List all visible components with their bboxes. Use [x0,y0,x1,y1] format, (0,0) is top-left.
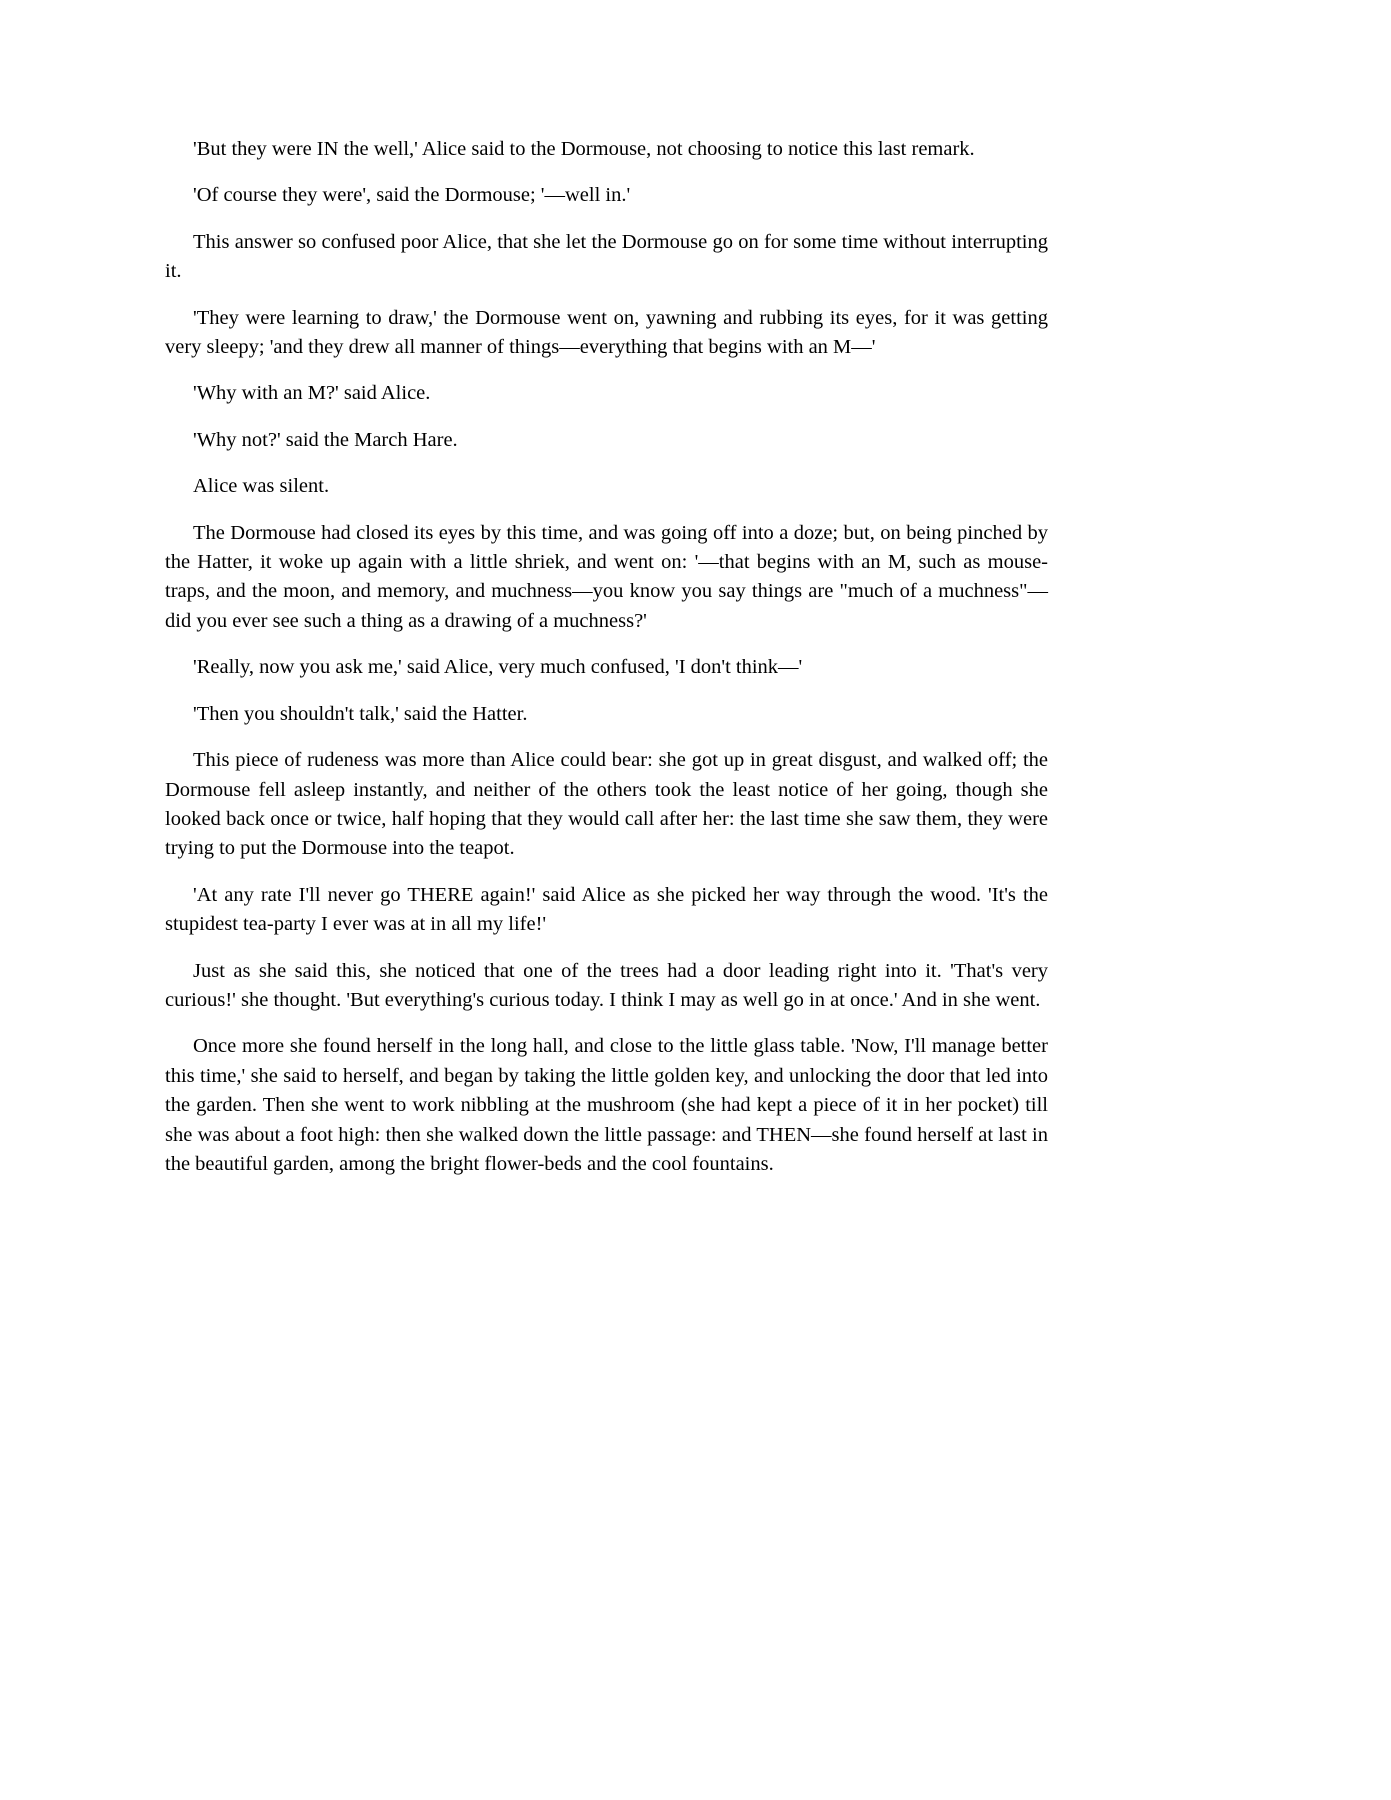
paragraph: 'They were learning to draw,' the Dormouse went on, yawning and rubbing its eyes, for it was getting very sleepy; 'and they drew all manner of things—everything that begins with an M—' [165,306,1048,359]
paragraph: This piece of rudeness was more than Alice could bear: she got up in great disgust, and walked off; the Dormouse fell asleep instantly, and neither of the others took the least notice of her going, though she looked back once or twice, half hoping that they would call after her: the last time she saw them, they were trying to put the Dormouse into the teapot. [165,749,1048,860]
paragraph: The Dormouse had closed its eyes by this time, and was going off into a doze; but, on being pinched by the Hatter, it woke up again with a little shriek, and went on: '—that begins with an M, such as mouse-traps, and the moon, and memory, and muchness—you know you say things are "much of a muchness"—did you ever see such a thing as a drawing of a muchness?' [165,521,1048,632]
paragraph: This answer so confused poor Alice, that she let the Dormouse go on for some time without interrupting it. [165,230,1048,283]
paragraph: 'Really, now you ask me,' said Alice, very much confused, 'I don't think—' [193,656,803,679]
paragraph: 'At any rate I'll never go THERE again!' said Alice as she picked her way through the wood. 'It's the stupidest tea-party I ever was at in all my life!' [165,883,1048,936]
body-text-column [165,135,1048,1179]
paragraph: 'Then you shouldn't talk,' said the Hatter. [193,702,528,725]
paragraph: Just as she said this, she noticed that one of the trees had a door leading right into it. 'That's very curious!' she thought. 'But everything's curious today. I think I may as well go in at once.' And in she went. [165,959,1048,1011]
paragraph: Alice was silent. [193,475,330,498]
paragraph: Once more she found herself in the long hall, and close to the little glass table. 'Now, I'll manage better this time,' she said to herself, and began by taking the little golden key, and unlocking the door that led into the garden. Then she went to work nibbling at the mushroom (she had kept a piece of it in her pocket) till she was about a foot high: then she walked down the little passage: and THEN—she found herself at last in the beautiful garden, among the bright flower-beds and the cool fountains. [165,1035,1048,1175]
paragraph: 'Why with an M?' said Alice. [193,382,431,405]
paragraph: 'Why not?' said the March Hare. [193,428,458,451]
paragraph: 'But they were IN the well,' Alice said to the Dormouse, not choosing to notice this last remark. [193,138,975,160]
paragraph: 'Of course they were', said the Dormouse; '—well in.' [193,184,631,207]
